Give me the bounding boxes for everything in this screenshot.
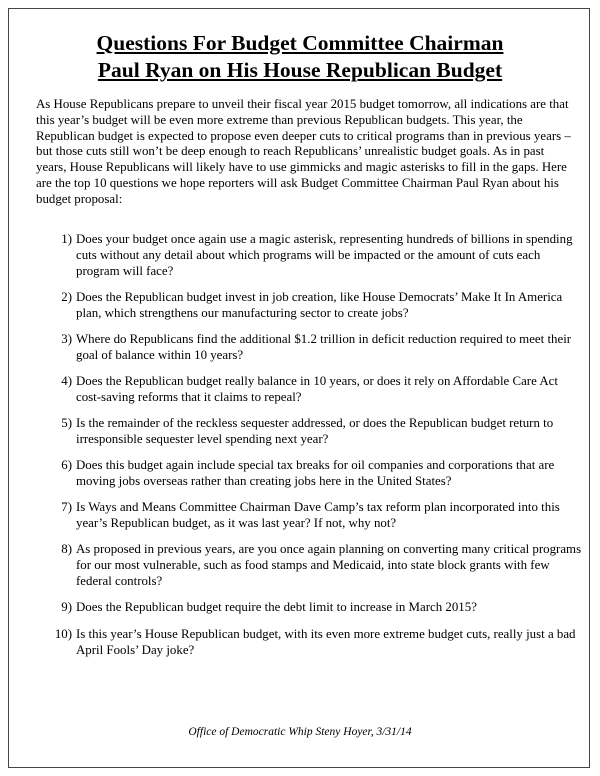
question-number: 8) [61, 542, 72, 556]
question-text: Is Ways and Means Committee Chairman Dave Camp’s tax reform plan incorporated into this year’s Republican budget, as it was last year? If not, why not? [76, 500, 560, 530]
question-text: Does the Republican budget really balance in 10 years, or does it rely on Affordable Care Act cost-saving reforms that it claims to repeal? [76, 374, 558, 404]
question-text: Does the Republican budget invest in job creation, like House Democrats’ Make It In America plan, which strengthens our manufacturing sector to create jobs? [76, 290, 563, 320]
question-text: Does this budget again include special tax breaks for oil companies and corporations that are moving jobs overseas rather than creating jobs here in the United States? [76, 458, 555, 488]
question-number: 3) [61, 332, 72, 346]
question-number: 1) [61, 232, 72, 246]
page-title [0, 30, 600, 84]
question-text: Is this year’s House Republican budget, with its even more extreme budget cuts, really just a bad April Fools’ Day joke? [76, 627, 576, 657]
question-number: 10) [54, 627, 72, 641]
question-text: As proposed in previous years, are you once again planning on converting many critical programs for our most vulnerable, such as food stamps and Medicaid, into state block grants with few federal controls? [76, 542, 582, 588]
question-item [52, 332, 582, 364]
question-item [52, 374, 582, 406]
question-number: 6) [61, 458, 72, 472]
question-item [52, 627, 582, 659]
question-number: 5) [61, 416, 72, 430]
question-item [52, 232, 582, 279]
question-item [52, 600, 582, 616]
title-line-1: Questions For Budget Committee Chairman [96, 31, 504, 55]
question-item [52, 542, 582, 589]
question-item [52, 416, 582, 448]
question-number: 9) [61, 600, 72, 614]
question-number: 2) [61, 290, 72, 304]
question-text: Where do Republicans find the additional $1.2 trillion in deficit reduction required to meet their goal of balance within 10 years? [76, 332, 572, 362]
question-number: 7) [61, 500, 72, 514]
question-item [52, 458, 582, 490]
title-line-2: Paul Ryan on His House Republican Budget [97, 58, 503, 82]
question-text: Does your budget once again use a magic asterisk, representing hundreds of billions in spending cuts without any detail about which programs will be impacted or the amount of cuts each program will face? [76, 232, 573, 278]
question-item [52, 500, 582, 532]
footer-credit: Office of Democratic Whip Steny Hoyer, 3/31/14 [188, 726, 412, 738]
question-number: 4) [61, 374, 72, 388]
intro-paragraph: As House Republicans prepare to unveil their fiscal year 2015 budget tomorrow, all indications are that this year’s budget will be even more extreme than previous Republican budgets. This year, the Republican budget is expected to propose even deeper cuts to critical programs than in previous years – but those cuts still won’t be deep enough to reach Republicans’ unrealistic budget goals. As in past years, House Republicans will likely have to use gimmicks and magic asterisks to fill in the gaps. Here are the top 10 questions we hope reporters will ask Budget Committee Chairman Paul Ryan about his budget proposal: [36, 97, 571, 206]
question-item [52, 290, 582, 322]
question-text: Is the remainder of the reckless sequester addressed, or does the Republican budget return to irresponsible sequester level spending next year? [76, 416, 554, 446]
question-text: Does the Republican budget require the debt limit to increase in March 2015? [76, 600, 477, 614]
